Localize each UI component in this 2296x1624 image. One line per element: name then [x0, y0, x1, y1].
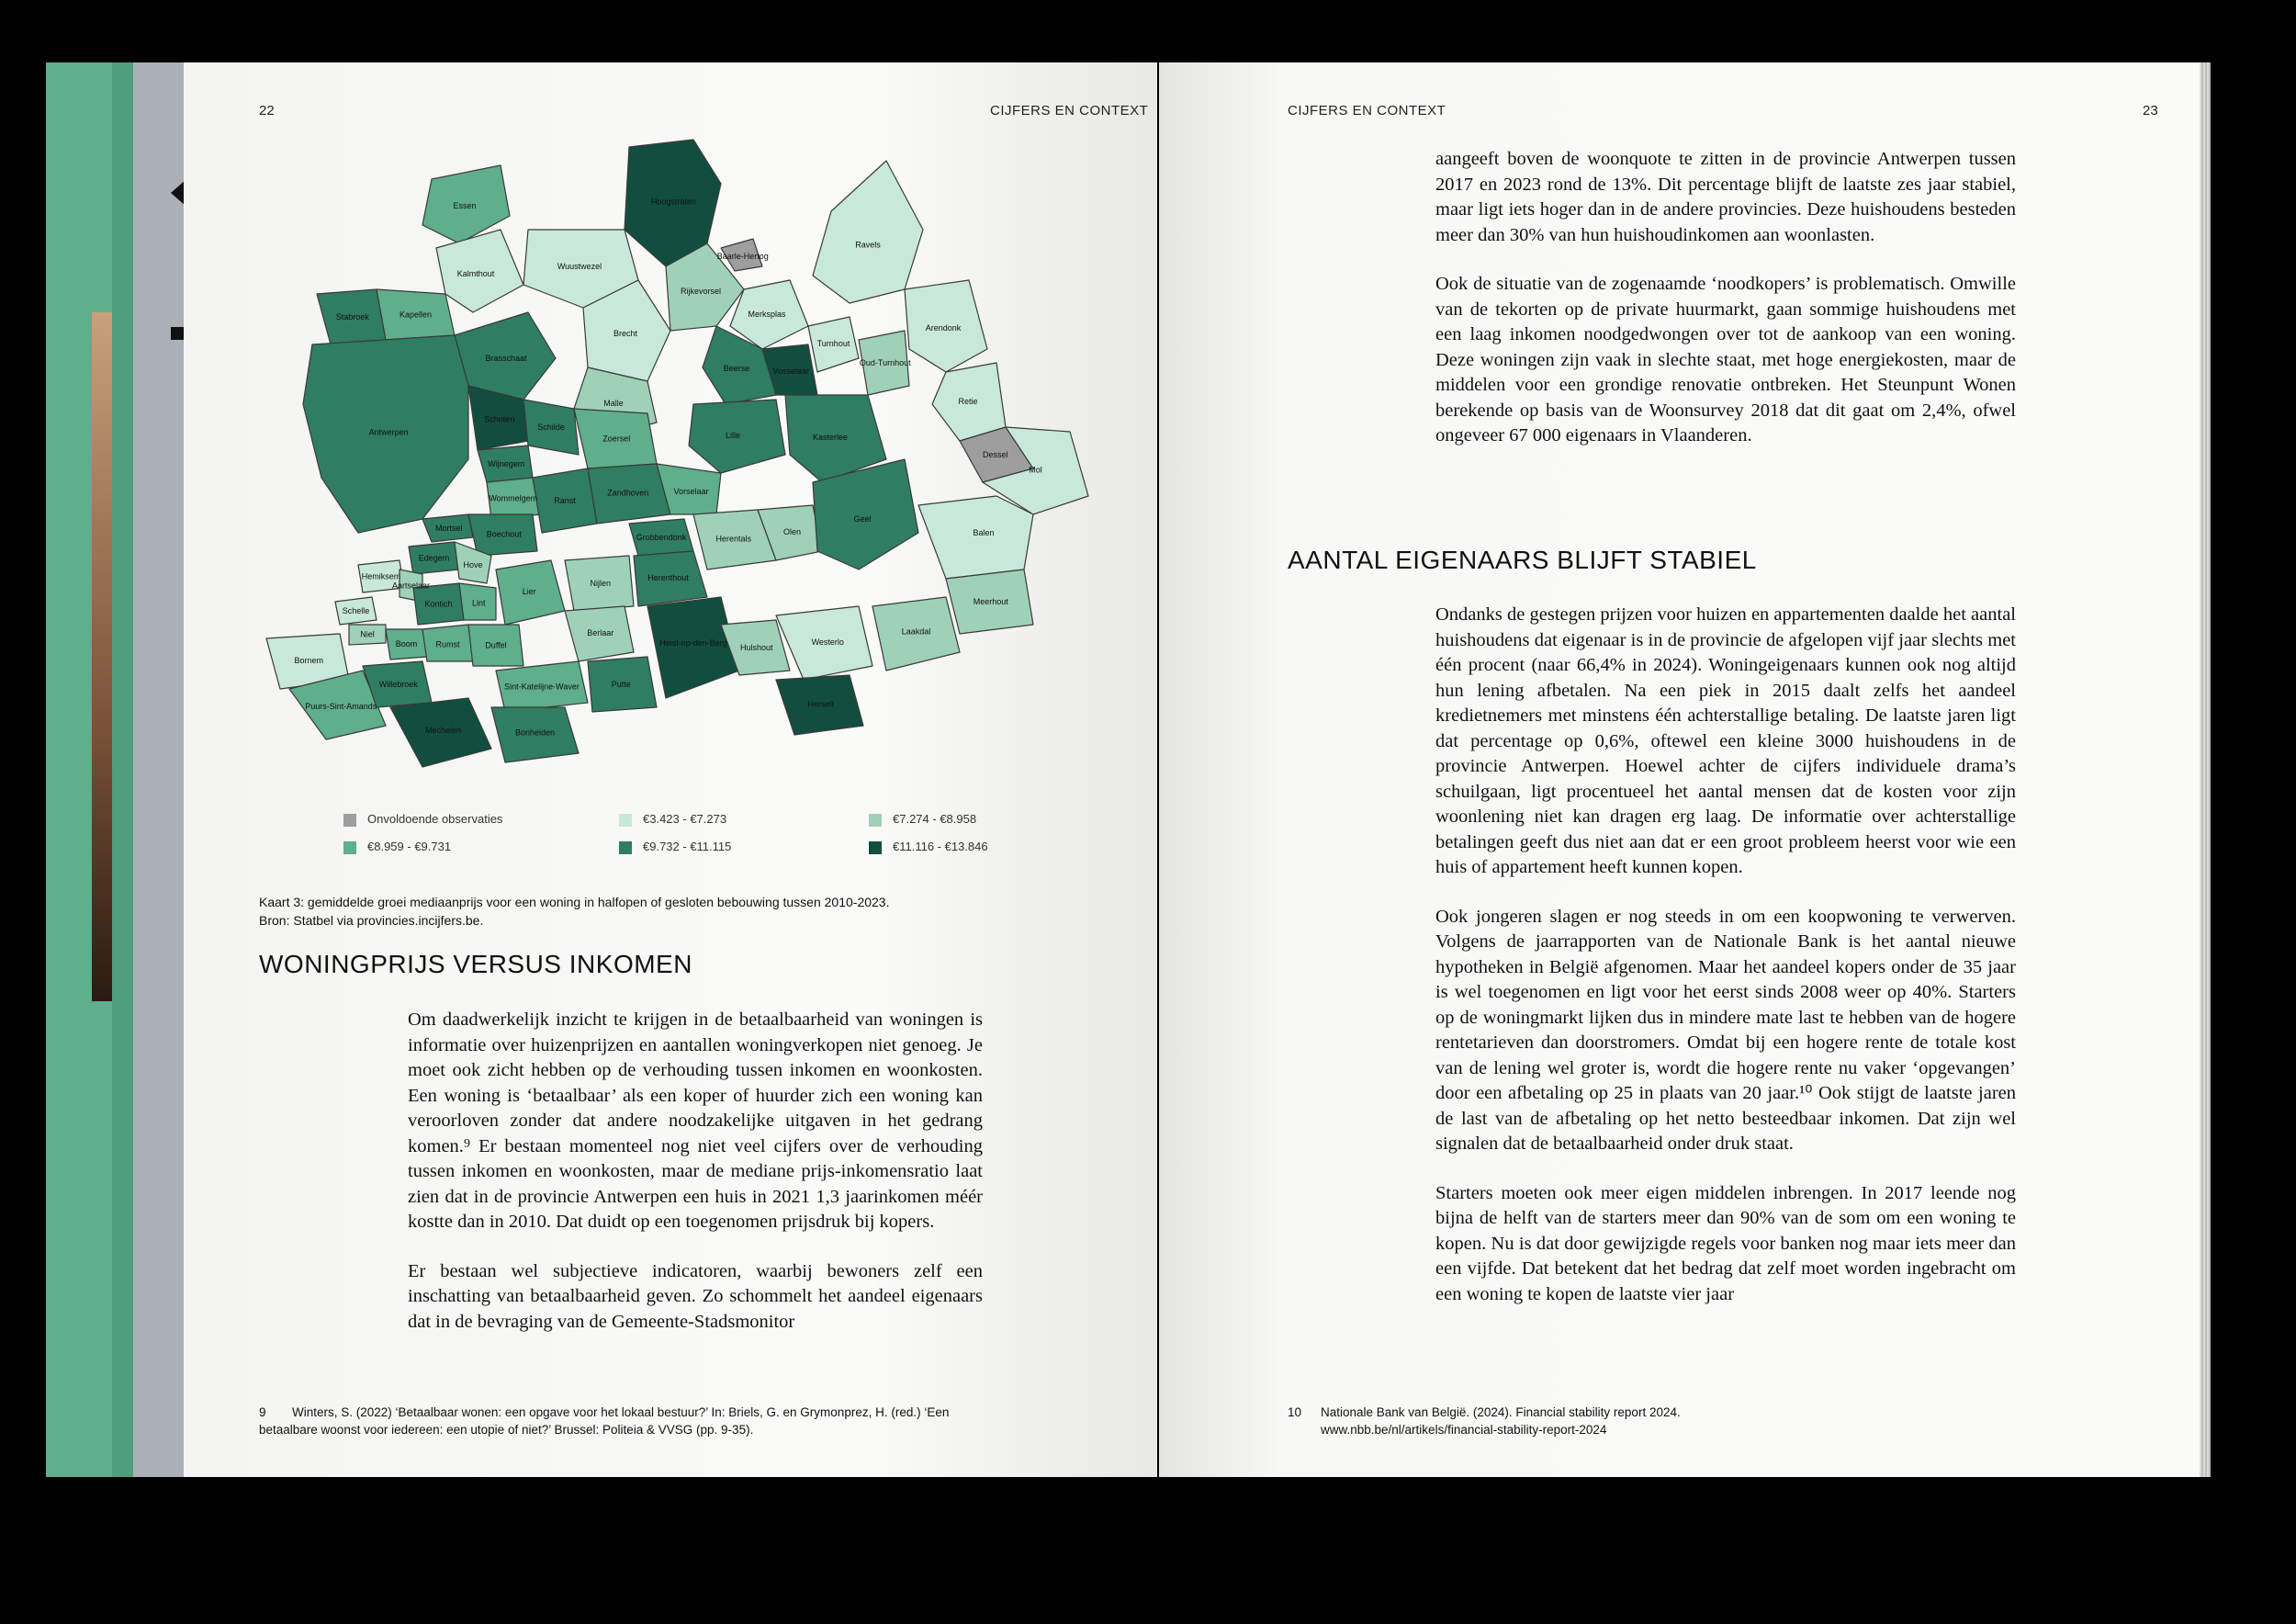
legend-item	[869, 840, 988, 854]
map-label: Turnhout	[816, 338, 850, 348]
map-label: Heist-op-den-Berg	[659, 638, 727, 648]
map-region-heist-op-den-berg	[647, 597, 739, 698]
map-label: Bornem	[294, 655, 324, 665]
map-label: Schoten	[484, 414, 515, 424]
map-label: Vosselaar	[772, 366, 810, 376]
map-label: Essen	[453, 201, 477, 210]
legend-swatch	[619, 841, 632, 854]
page-edge-gray	[133, 62, 184, 1477]
map-label: Geel	[853, 514, 872, 524]
right-paragraph: Ook de situatie van de zogenaamde ‘noodkopers’ is problematisch. Omwille van de tekorten op de private huurmarkt, gaan sommige huishoudens met een laag inkomen noodgedwongen over tot de aankoop van een woning. Deze woningen zijn vaak in slechte staat, met hoge energiekosten, maar de middelen voor een grondige renovatie ontbreken. Het Steunpunt Wonen berekende op basis van de Woonsurvey 2018 dat dit gaat om 2,4%, ofwel ongeveer 67 000 eigenaars in Vlaanderen.	[1435, 274, 2016, 445]
legend-label: €9.732 - €11.115	[643, 840, 732, 853]
map-label: Mol	[1029, 465, 1042, 475]
right-running-head: CIJFERS EN CONTEXT	[1288, 103, 1446, 118]
legend-swatch	[619, 814, 632, 827]
map-label: Beerse	[723, 364, 750, 373]
map-region-ravels	[813, 161, 923, 303]
map-label: Arendonk	[925, 323, 962, 333]
map-label: Balen	[973, 528, 995, 537]
map-label: Berlaar	[587, 627, 614, 637]
map-label: Wuustwezel	[557, 262, 602, 271]
map-label: Schelle	[342, 606, 370, 615]
footnote-number: 9	[259, 1405, 266, 1419]
map-label: Hulshout	[739, 643, 773, 652]
map-label: Puurs-Sint-Amands	[305, 701, 377, 711]
map-label: Laakdal	[901, 626, 931, 637]
legend-item	[619, 840, 731, 854]
map-label: Nijlen	[590, 579, 612, 588]
map-label: Dessel	[982, 450, 1008, 459]
map-label: Rijkevorsel	[680, 287, 722, 296]
legend-swatch	[869, 814, 882, 827]
map-label: Duffel	[485, 640, 507, 650]
right-paragraph: aangeeft boven de woonquote te zitten in de provincie Antwerpen tussen 2017 en 2023 rond de 13%. Dit percentage blijft de laatste zes jaar stabiel, maar ligt iets hoger dan in de andere provincies. Deze huishoudens besteden meer dan 30% van hun huishoudinkomen aan woonlasten.	[1435, 149, 2016, 245]
map-label: Sint-Katelijne-Waver	[504, 682, 580, 692]
map-label: Mortsel	[434, 524, 463, 533]
left-paragraph: Er bestaan wel subjectieve indicatoren, waarbij bewoners zelf een inschatting van betaalbaarheid geven. Zo schommelt het aandeel eigenaars dat in de bevraging van de Gemeente-Stadsmonitor	[408, 1260, 983, 1332]
legend-swatch	[343, 841, 356, 854]
legend-item	[869, 812, 976, 827]
map-label: Putte	[611, 680, 631, 689]
square-marker-icon	[171, 327, 184, 340]
map-label: Kontich	[424, 599, 453, 609]
map-label: Boechout	[486, 529, 522, 539]
legend-item	[343, 812, 502, 827]
map-label: Lier	[522, 586, 536, 596]
legend-label: €7.274 - €8.958	[893, 812, 977, 826]
map-label: Brecht	[613, 329, 638, 338]
map-label: Baarle-Hertog	[716, 251, 769, 261]
map-label: Oud-Turnhout	[859, 358, 911, 367]
section-heading-woningprijs: WONINGPRIJS VERSUS INKOMEN	[259, 950, 692, 978]
map-label: Malle	[603, 399, 624, 408]
map-label: Herenthout	[647, 572, 689, 582]
map-label: Herselt	[807, 699, 835, 709]
page-block-edge	[2200, 62, 2211, 1477]
map-label: Hoogstraten	[650, 197, 696, 207]
map-label: Ravels	[855, 240, 881, 250]
map-label: Ranst	[554, 496, 576, 505]
legend-label: Onvoldoende observaties	[367, 812, 503, 826]
right-paragraph: Starters moeten ook meer eigen middelen inbrengen. In 2017 leende nog bijna de helft van de starters meer dan 90% van de som om een woning te kopen. Nu is dat door gewijzigde regels voor banken nog maar iets meer dan een vijfde. Dat betekent dat het bedrag dat zelf moet worden ingebracht om een woning te kopen de laatste vier jaar	[1435, 1182, 2016, 1304]
left-body-text	[408, 1008, 983, 1359]
map-label: Mechelen	[424, 726, 462, 735]
legend-item	[343, 840, 451, 854]
section-heading-eigenaars: AANTAL EIGENAARS BLIJFT STABIEL	[1288, 546, 1757, 574]
left-page-number: 22	[259, 103, 275, 118]
legend-label: €3.423 - €7.273	[643, 812, 727, 826]
footnote-text: Winters, S. (2022) ‘Betaalbaar wonen: een opgave voor het lokaal bestuur?’ In: Briels, G. en Grymonprez, H. (red.) ‘Een betaalbare woonst voor iedereen: een utopie of niet?’ Brussel: Politeia & VVSG (pp. 9-35).	[259, 1405, 950, 1437]
map-label: Kapellen	[399, 310, 433, 320]
legend-swatch	[343, 814, 356, 827]
left-running-head: CIJFERS EN CONTEXT	[990, 103, 1149, 118]
left-paragraph: Om daadwerkelijk inzicht te krijgen in de betaalbaarheid van woningen is informatie over huizenprijzen en aantallen woningverkopen niet genoeg. Je moet ook zicht hebben op de verhouding tussen inkomen en woonkosten. Een woning is ‘betaalbaar’ als een koper of huurder zich een woning kan veroorloven zonder dat andere noodzakelijke uitgaven in het gedrang komen.⁹ Er bestaan momenteel nog niet veel cijfers over de verhouding tussen inkomen en woonkosten, maar de mediane prijs-inkomensratio laat zien dat in de provincie Antwerpen een huis in 2021 1,3 jaarinkomen méér kostte dan in 2010. Dat duidt op een toegenomen prijsdruk bij kopers.	[408, 1009, 983, 1232]
left-footnote	[259, 1404, 975, 1438]
legend-label: €8.959 - €9.731	[367, 840, 452, 853]
map-label: Wommelgem	[489, 493, 538, 503]
map-label: Hemiksem	[361, 571, 401, 581]
map-label: Meerhout	[973, 597, 1008, 606]
map-label: Antwerpen	[368, 427, 409, 437]
map-label: Bonheiden	[514, 727, 556, 738]
map-caption-title: Kaart 3: gemiddelde groei mediaanprijs voor een woning in halfopen of gesloten bebouwing tussen 2010-2023.	[259, 895, 890, 909]
map-label: Kalmthout	[456, 269, 495, 278]
map-label: Boom	[395, 638, 418, 648]
map-label: Rumst	[435, 639, 460, 649]
map-label: Zandhoven	[607, 488, 649, 498]
map-label: Grobbendonk	[636, 533, 687, 542]
footnote-line-1: Nationale Bank van België. (2024). Financial stability report 2024.	[1321, 1405, 1681, 1419]
map-label: Willebroek	[378, 680, 418, 689]
map-label: Kasterlee	[812, 433, 849, 442]
right-body-top	[1435, 147, 2016, 473]
map-label: Stabroek	[335, 312, 369, 321]
map-label: Aartselaar	[391, 581, 431, 591]
map-caption	[259, 893, 1086, 930]
footnote-line-2: www.nbb.be/nl/artikels/financial-stability-report-2024	[1321, 1423, 1607, 1437]
legend-swatch	[869, 841, 882, 854]
right-paragraph: Ook jongeren slagen er nog steeds in om een koopwoning te verwerven. Volgens de jaarrapporten van de Nationale Bank is het aantal nieuwe hypotheken in België afgenomen. Maar het aandeel kopers onder de 35 jaar is wel toegenomen en ligt voor het eerst sinds 2008 weer op 40%. Starters op de woningmarkt lijken dus in mindere mate last te hebben van de hogere rentetarieven dan doorstromers. Omdat bij een hogere rente de totale kost van de lening wel groter is, wordt die hogere rente nu vaker ‘opgevangen’ door een afbetaling op 25 in plaats van 20 jaar.¹⁰ Ook stijgt de laatste jaren de last van de afbetaling op het netto besteedbaar inkomen. Dat zijn wel signalen dat de betaalbaarheid onder druk staat.	[1435, 906, 2016, 1154]
map-label: Wijnegem	[488, 459, 525, 468]
map-label: Westerlo	[811, 637, 844, 647]
map-label: Schilde	[537, 423, 565, 432]
legend-label: €11.116 - €13.846	[893, 840, 988, 853]
map-label: Niel	[360, 629, 375, 639]
map-label: Edegem	[418, 553, 450, 563]
right-footnote	[1288, 1404, 2004, 1438]
map-label: Lint	[471, 598, 486, 608]
map-label: Olen	[782, 526, 802, 536]
map-label: Brasschaat	[485, 354, 527, 363]
map-label: Herentals	[715, 534, 752, 544]
right-paragraph: Ondanks de gestegen prijzen voor huizen en appartementen daalde het aantal huishoudens dat eigenaar is in de provincie de afgelopen vijf jaar slechts met één procent (naar 66,4% in 2024). Woningeigenaars kunnen ook nog altijd hun lening afbetalen. Na een piek in 2015 daalt zelfs het aandeel kredietnemers met minstens één achterstallige betaling. De laatste jaren ligt dat percentage op 0,6%, oftewel een kleine 3000 huishoudens in de provincie Antwerpen. Hoewel achter de cijfers individuele drama’s schuilgaan, ligt procentueel het aantal mensen dat de kosten voor zijn woonlening niet kan dragen erg laag. De informatie over achterstallige betalingen geeft dus niet aan dat er een groot probleem heerst voor wie een huis of appartement heeft kunnen kopen.	[1435, 604, 2016, 877]
map-label: Vorselaar	[673, 487, 709, 496]
map-label: Merksplas	[748, 310, 786, 319]
map-label: Hove	[463, 560, 483, 570]
map-caption-source: Bron: Statbel via provincies.incijfers.be.	[259, 913, 484, 928]
map-label: Retie	[958, 397, 978, 406]
legend-item	[619, 812, 726, 827]
footnote-number: 10	[1288, 1405, 1302, 1419]
map-label: Lille	[725, 431, 741, 440]
province-choropleth-map	[262, 129, 1125, 772]
map-label: Zoersel	[602, 434, 631, 444]
map-region-balen	[918, 496, 1033, 579]
right-page-number: 23	[2143, 103, 2158, 118]
right-body-bottom	[1435, 603, 2016, 1331]
